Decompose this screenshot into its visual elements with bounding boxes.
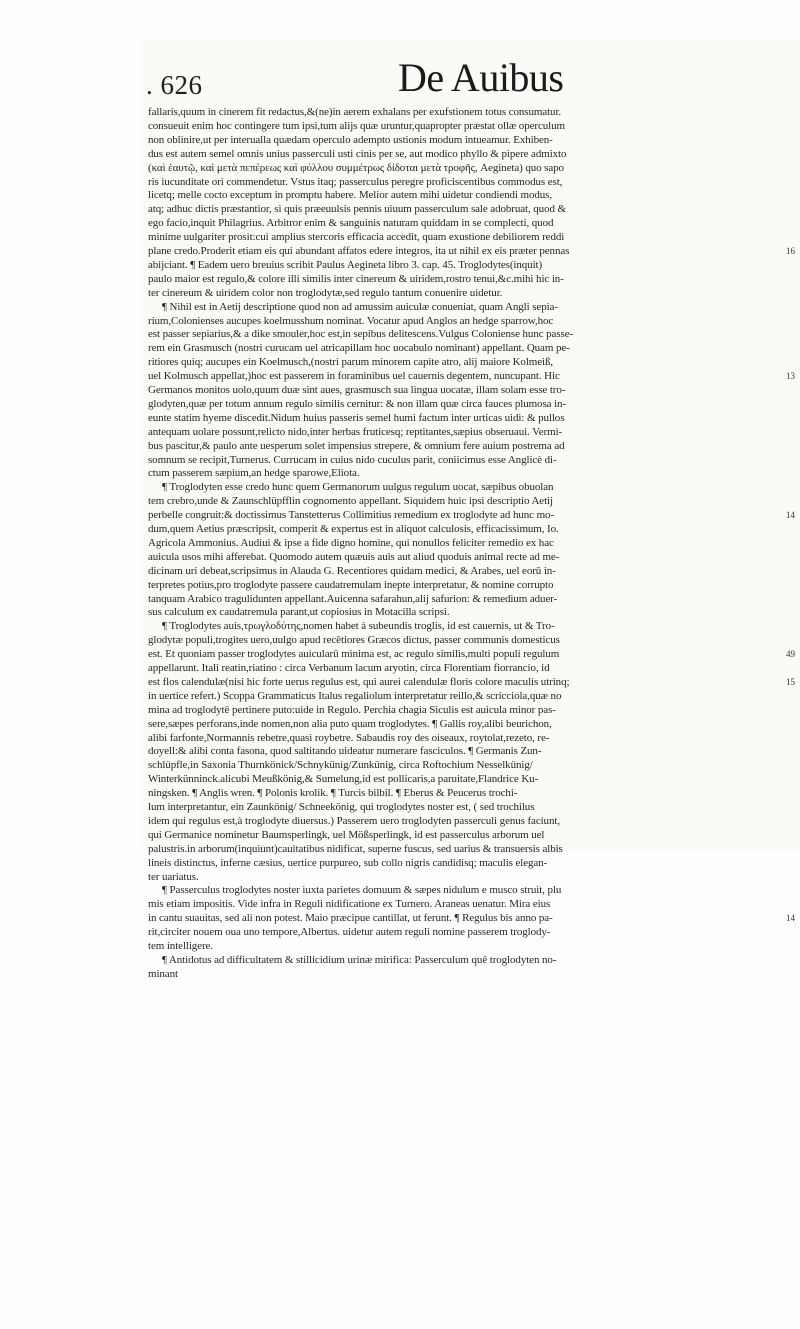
running-head: De Auibus (398, 55, 564, 100)
margin-number: 13 (786, 371, 795, 382)
text-line: in cantu suauitas, sed ali non potest. Maio præcipue cantillat, ut ferunt. ¶ Regulus bis anno pa- (148, 912, 553, 925)
text-line: appellarunt. Itali reatin,riatino : circa Verbanum lacum aryotin, circa Florentiam fiorrancio, id (148, 662, 550, 674)
text-line: idem qui regulus est,à troglodyte diuersus.) Passerem uero troglodyten passerculi genus faciunt, (148, 814, 560, 827)
text-line: lineis distinctus, inferne cæsius, uertice purpureo, sub collo nigris candidisq; maculis elegan- (148, 856, 548, 869)
text-line: ctum passerem sæpium,an hedge sparowe,Eliota. (148, 467, 360, 480)
margin-number: 14 (786, 913, 795, 924)
margin-number: 49 (786, 649, 795, 660)
text-line: mina ad troglodytē pertinere puto:uide in Regulo. Perchia chagia Siculis est auicula minor pas- (148, 703, 556, 716)
text-line: in uertice refert.) Scoppa Grammaticus Italus regaliolum interpretatur reillo,& scricciola,quæ no (148, 689, 562, 702)
text-line: rem ein Grasmusch (nostri curucam uel atricapillam hoc uocabulo nominant) appellant. Quam pe- (148, 342, 570, 355)
text-line: Agricola Ammonius. Audiui & ipse a fide digno homine, qui nonullos feliciter remedio ex hac (148, 536, 554, 549)
margin-number: 16 (786, 246, 795, 256)
text-line: (καὶ ἑαυτῷ, καὶ μετὰ πεπέρεως καὶ φύλλου συμμέτρως δίδοται μετὰ τροφῆς, Aegineta) quo sapo (148, 161, 564, 174)
text-line: schlüpfle,in Saxonia Thurnkönick/Schnykünig/Zunkünig, circa Roftochium Nesselkünig/ (148, 759, 533, 772)
text-line: plane credo.Proderit etiam eis qui abundant affatos edere integros, ita ut nihil ex eis præter pennas (148, 245, 570, 257)
text-line: bus pascitur,& paulo ante uesperum solet impensius strepere, & omnium fere auium postrema ad (148, 439, 565, 452)
text-line: auicula usos mihi afferebat. Quomodo autem quæuis auis aut aliud quoduis animal recte ad me- (148, 550, 560, 563)
text-line: terpretes potius,pro troglodyte passere caudatremulam inepte interpretatur, & nomine corrupto (148, 578, 554, 591)
text-line: qui Germanice nominetur Baumsperlingk, uel Mößsperlingk, id est passerculus arborum uel (148, 828, 545, 841)
text-line: rit,circiter nouem oua uno tempore,Albertus. uidetur autem reguli nomine passerem troglody- (148, 926, 551, 939)
text-line: licetq; melle cocto exceptum in promptu habere. Melior autem mihi uidetur condiendi modus, (148, 189, 553, 202)
page-header (140, 54, 660, 102)
text-line: consueuit enim hoc contingere tum ipsi,tum alijs quæ uruntur,quapropter præstat ollæ operculum (148, 119, 565, 132)
text-line: non oblinire,ut per interualla quædam operculo adempto ustionis modum intueamur. Exhiben- (148, 133, 553, 146)
text-line: atq; adhuc dictis præstantior, si quis præeuulsis pennis uiuum passerculum sale adobruat, quod & (148, 203, 566, 216)
text-line: est. Et quoniam passer troglodytes auicularū minima est, ac regulo similis,multi populi regulum (148, 648, 560, 661)
text-line: alibi farfonte,Normannis rebetre,quasi roybetre. Sabaudis roy des oiseaux, roytolat,rezeto, re- (148, 731, 550, 744)
text-line: glodyten,quæ per totum annum regulo similis cernitur: & non illam quæ circa fauces plumosa in- (148, 397, 566, 410)
margin-number: 15 (786, 676, 795, 687)
text-line: dicinam uri debeat,scripsimus in Alauda G. Recentiores quidam medici, & Arabes, uel eorū in- (148, 564, 556, 577)
text-line: Winterkünninck.alicubi Meußkönig,& Sumelung,id est pollicaris,a paruitate,Flandrice Ku- (148, 773, 539, 786)
text-line: eunte statim hyeme discedit.Nidum huius passeris semel humi factum inter urticas uidi: & pullos (148, 411, 565, 424)
text-line: ter cinereum & uiridem color non troglodytæ,sed regulo tantum conuenire uidetur. (148, 286, 503, 299)
text-line: sus calculum ex caudatremula parant,ut copiosius in Motacilla scripsi. (148, 606, 450, 619)
text-line: rium,Colonienses aucupes koelmusshum nominat. Vocatur apud Anglos an hedge sparrow,hoc (148, 314, 554, 327)
text-line: antequam uolare possunt,relicto nido,inter herbas fruticesq; reptitantes,sæpius obseruaui. Vermi- (148, 425, 563, 438)
text-line: doyell:& alibi conta fasona, quod saltitando uideatur numerare fasciculos. ¶ Germanis Zun- (148, 745, 542, 758)
text-line: glodytæ populi,trogites uero,uulgo apud recētiores Græcos dictus, passer communis domesticus (148, 634, 560, 647)
page-number: . 626 (146, 70, 203, 100)
text-line: minant (148, 967, 178, 980)
text-line: tem intelligere. (148, 940, 213, 952)
text-line: lum interpretantur, ein Zaunkönig/ Schneekönig, qui troglodytes noster est, ( sed trochilus (148, 801, 535, 813)
text-line: paulo maior est regulo,& colore illi similis inter cinereum & uiridem,rostro tenui,&c.mihi hic in- (148, 272, 564, 285)
text-line: perbelle congruit:& doctissimus Tanstetterus Collimitius remedium ex troglodyte ad hunc mo- (148, 509, 555, 522)
text-line: abijciant. ¶ Eadem uero breuius scribit Paulus Aegineta libro 3. cap. 45. Troglodytes(inquit) (148, 258, 543, 271)
text-line: ter uariatus. (148, 870, 199, 883)
text-line: uel Kolmusch appellat,)hoc est passerem in foraminibus uel cauernis degentem, nuncupant. Hic (148, 370, 560, 383)
text-line: est passer sepiarius,& a dike smouler,hoc est,in sepibus delitescens.Vulgus Coloniense hunc passe- (148, 328, 574, 341)
text-line: mis etiam impositis. Vide infra in Reguli nidificatione ex Turnero. Araneas uenatur. Mira eius (148, 898, 551, 911)
text-line: sere,sæpes perforans,inde nomen,non alia puto quam troglodytes. ¶ Gallis roy,alibi beurichon, (148, 717, 552, 730)
text-line: ¶ Troglodyten esse credo hunc quem Germanorum uulgus regulum uocat, sæpibus obuolan (162, 481, 554, 494)
text-line: ¶ Troglodytes auis,τρωγλοδύτης,nomen habet à subeundis troglis, id est cauernis, ut & Tro- (162, 620, 555, 633)
text-line: palustris.in arborum(inquiunt)cauitatibus nidificat, superne fuscus, sed uarius & transuersis albis (148, 842, 563, 855)
margin-number: 14 (786, 510, 795, 521)
text-line: ego facio,inquit Philagrius. Arbitror enim & sanguinis naturam quiddam in se complecti, quod (148, 217, 554, 230)
text-line: dum,quem Aetius præscripsit, comperit & expertus est in aliquot calculosis, efficacissimum, Io. (148, 523, 559, 535)
text-line: est flos calendulæ(nisi hic forte uerus regulus est, qui aurei calendulæ floris colore maculis utrinq; (148, 675, 570, 688)
text-line: ris iucunditate ori commendetur. Vstus itaq; passerculus peregre proficiscentibus commodus est, (148, 175, 563, 188)
text-line: ¶ Nihil est in Aetij descriptione quod non ad amussim auiculæ conueniat, quam Angli sepia- (162, 300, 558, 313)
text-line: minime uulgariter prosit:cui amplius stercoris efficacia accedit, quam exustione debiliorem reddi (148, 231, 565, 244)
text-line: ningsken. ¶ Anglis wren. ¶ Polonis krolik. ¶ Turcis bilbil. ¶ Eberus & Peucerus trochi- (148, 787, 518, 800)
text-line: ¶ Antidotus ad difficultatem & stillicidium urinæ mirifica: Passerculum quē troglodyten no- (162, 953, 557, 966)
text-line: ¶ Passerculus troglodytes noster iuxta parietes domuum & sæpes nidulum e musco struit, plu (162, 884, 562, 897)
text-line: tanquam Arabico tragulidunten appellant.Auicenna safarahun,alij safurion: & remedium aduer- (148, 592, 558, 605)
text-line: tem crebro,unde & Zaunschlüpfflin cognomento appellant. Siquidem huic ipsi descriptio Aetij (148, 495, 553, 508)
text-line: somnum se recipit,Turnerus. Currucam in cuius nido cuculus parit, coniicimus esse Anglicè di- (148, 453, 557, 466)
text-line: dus est autem semel omnis unius passerculi usti cinis per se, aut modico phyllo & pipere admixto (148, 147, 567, 160)
text-line: fallaris,quum in cinerem fit redactus,&(ne)in aerem exhalans per exufstionem totus consumatur. (148, 106, 562, 118)
text-line: ritiores quiq; aucupes ein Koelmusch,(nostri parum minorem capite atro, alij maiore Kolmeiß, (148, 356, 554, 369)
text-line: Germanos monitos uolo,quum duæ sint aues, grasmusch sua lingua uocatæ, illam solam esse tro- (148, 384, 566, 396)
